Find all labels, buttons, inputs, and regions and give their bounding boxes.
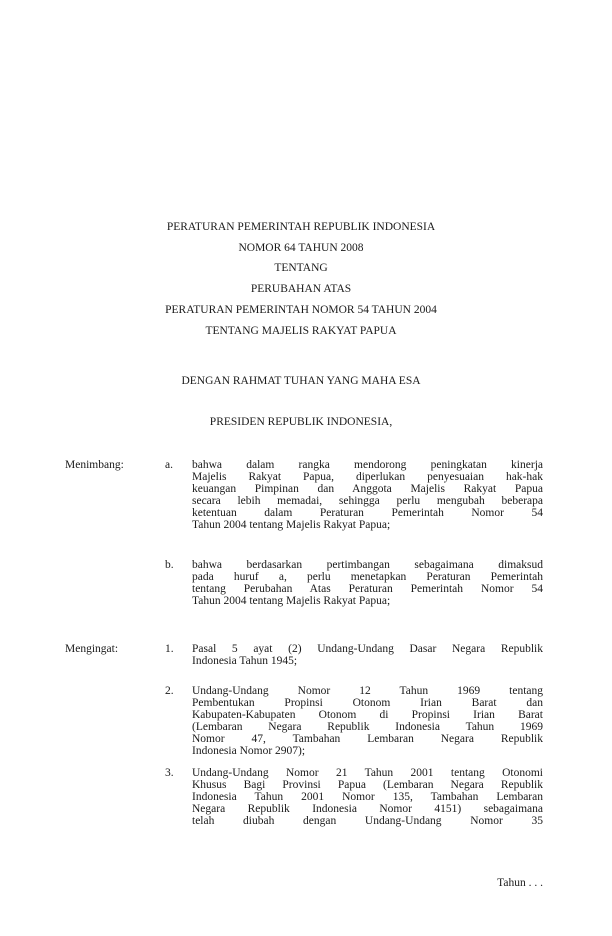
item-marker: 2. — [165, 685, 174, 697]
item-marker: 3. — [165, 767, 174, 779]
title-line: TENTANG — [274, 262, 328, 274]
text-line: telah diubah dengan Undang-Undang Nomor 35 — [192, 815, 543, 827]
mengingat-item-2 — [192, 685, 543, 757]
text-line: Pasal 5 ayat (2) Undang-Undang Dasar Negara Republik — [192, 643, 543, 655]
item-marker: b. — [165, 559, 174, 571]
text-line: ketentuan dalam Peraturan Pemerintah Nomor 54 — [192, 507, 543, 519]
text-line: Indonesia Nomor 2907); — [192, 745, 306, 757]
text-line: Indonesia Tahun 1945; — [192, 655, 298, 667]
item-marker: 1. — [165, 643, 174, 655]
text-line: Indonesia Tahun 2001 Nomor 135, Tambahan Lembaran — [192, 791, 543, 803]
text-line: Negara Republik Indonesia Nomor 4151) sebagaimana — [192, 803, 543, 815]
menimbang-label: Menimbang: — [65, 459, 124, 471]
mengingat-item-3 — [192, 767, 543, 827]
text-line: bahwa dalam rangka mendorong peningkatan kinerja — [192, 459, 543, 471]
text-line: keuangan Pimpinan dan Anggota Majelis Rakyat Papua — [192, 483, 543, 495]
menimbang-item-b — [192, 559, 543, 607]
text-line: (Lembaran Negara Republik Indonesia Tahun 1969 — [192, 721, 543, 733]
title-line: TENTANG MAJELIS RAKYAT PAPUA — [205, 325, 397, 337]
text-line: Kabupaten-Kabupaten Otonom di Propinsi Irian Barat — [192, 709, 543, 721]
invocation: DENGAN RAHMAT TUHAN YANG MAHA ESA — [181, 375, 421, 387]
mengingat-item-1 — [192, 643, 543, 667]
text-line: Tahun 2004 tentang Majelis Rakyat Papua; — [192, 519, 391, 531]
mengingat-label: Mengingat: — [65, 643, 119, 655]
text-line: Undang-Undang Nomor 21 Tahun 2001 tentang Otonomi — [192, 767, 543, 779]
text-line: Majelis Rakyat Papua, diperlukan penyesuaian hak-hak — [192, 471, 543, 483]
text-line: secara lebih memadai, sehingga perlu mengubah beberapa — [192, 495, 543, 507]
text-line: Tahun 2004 tentang Majelis Rakyat Papua; — [192, 595, 391, 607]
text-line: Pembentukan Propinsi Otonom Irian Barat dan — [192, 697, 543, 709]
item-marker: a. — [165, 459, 173, 471]
text-line: Khusus Bagi Provinsi Papua (Lembaran Negara Republik — [192, 779, 543, 791]
text-line: Nomor 47, Tambahan Lembaran Negara Republik — [192, 733, 543, 745]
text-line: Undang-Undang Nomor 12 Tahun 1969 tentang — [192, 685, 543, 697]
text-line: tentang Perubahan Atas Peraturan Pemerintah Nomor 54 — [192, 583, 543, 595]
menimbang-item-a — [192, 459, 543, 531]
title-line: PERATURAN PEMERINTAH NOMOR 54 TAHUN 2004 — [165, 304, 437, 316]
president-heading: PRESIDEN REPUBLIK INDONESIA, — [209, 416, 393, 428]
text-line: pada huruf a, perlu menetapkan Peraturan Pemerintah — [192, 571, 543, 583]
text-line: bahwa berdasarkan pertimbangan sebagaimana dimaksud — [192, 559, 543, 571]
title-line: NOMOR 64 TAHUN 2008 — [238, 242, 364, 254]
title-line: PERUBAHAN ATAS — [250, 283, 352, 295]
page-continuation: Tahun . . . — [497, 877, 543, 889]
title-line: PERATURAN PEMERINTAH REPUBLIK INDONESIA — [166, 221, 436, 233]
